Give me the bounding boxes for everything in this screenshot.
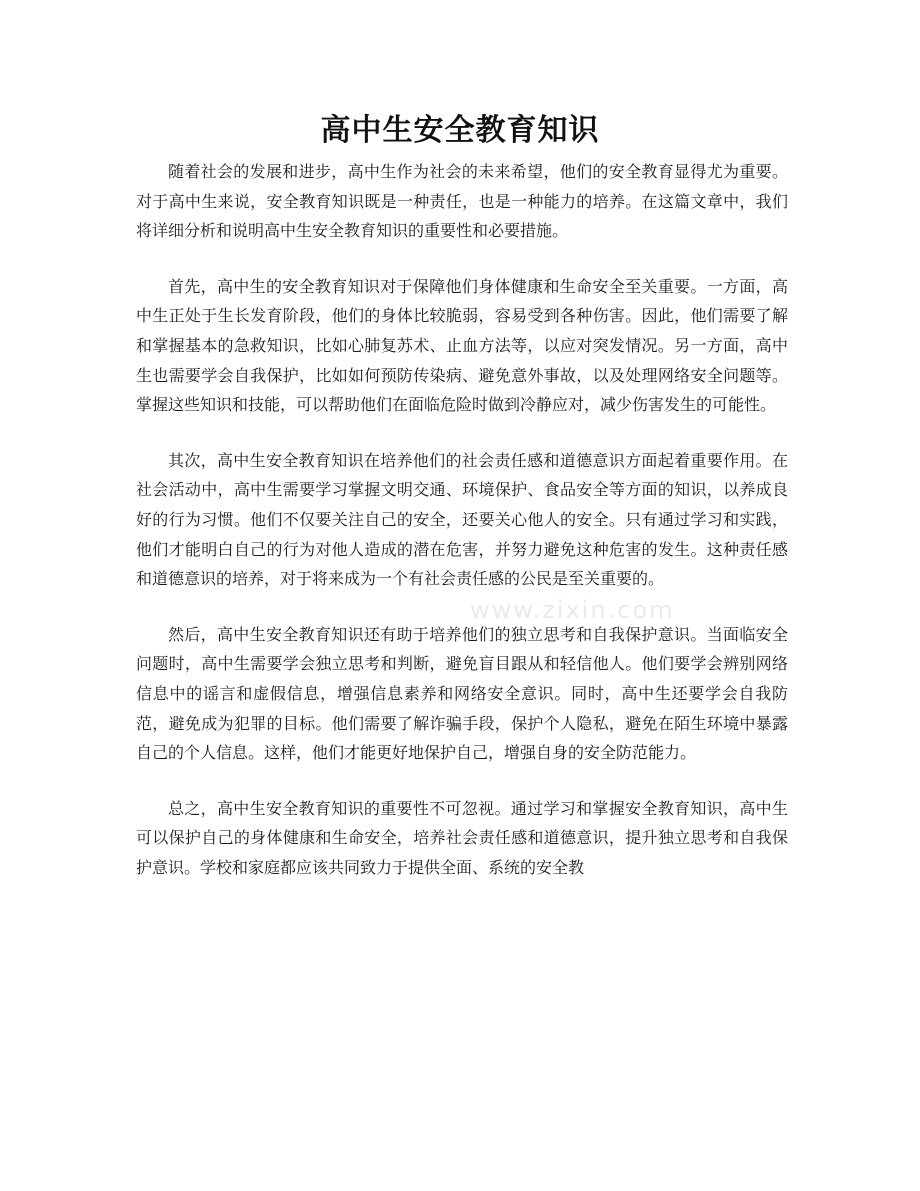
paragraph-4: 然后，高中生安全教育知识还有助于培养他们的独立思考和自我保护意识。当面临安全问题时，高中生需要学会独立思考和判断，避免盲目跟从和轻信他人。他们要学会辨别网络信息中的谣言和虚假信息，增强信息素养和网络安全意识。同时，高中生还要学会自我防范，避免成为犯罪的目标。他们需要了解诈骗手段，保护个人隐私，避免在陌生环境中暴露自己的个人信息。这样，他们才能更好地保护自己，增强自身的安全防范能力。: [136, 624, 788, 763]
document-title: 高中生安全教育知识: [320, 113, 600, 148]
paragraph-1: 随着社会的发展和进步，高中生作为社会的未来希望，他们的安全教育显得尤为重要。对于高中生来说，安全教育知识既是一种责任，也是一种能力的培养。在这篇文章中，我们将详细分析和说明高中生安全教育知识的重要性和必要措施。: [136, 162, 788, 241]
paragraph-2: 首先，高中生的安全教育知识对于保障他们身体健康和生命安全至关重要。一方面，高中生正处于生长发育阶段，他们的身体比较脆弱，容易受到各种伤害。因此，他们需要了解和掌握基本的急救知识，比如心肺复苏术、止血方法等，以应对突发情况。另一方面，高中生也需要学会自我保护，比如如何预防传染病、避免意外事故，以及处理网络安全问题等。掌握这些知识和技能，可以帮助他们在面临危险时做到冷静应对，减少伤害发生的可能性。: [136, 276, 788, 415]
paragraph-5: 总之，高中生安全教育知识的重要性不可忽视。通过学习和掌握安全教育知识，高中生可以保护自己的身体健康和生命安全，培养社会责任感和道德意识，提升独立思考和自我保护意识。学校和家庭都应该共同致力于提供全面、系统的安全教: [136, 798, 788, 877]
paragraph-3: 其次，高中生安全教育知识在培养他们的社会责任感和道德意识方面起着重要作用。在社会活动中，高中生需要学习掌握文明交通、环境保护、食品安全等方面的知识，以养成良好的行为习惯。他们不仅要关注自己的安全，还要关心他人的安全。只有通过学习和实践，他们才能明白自己的行为对他人造成的潜在危害，并努力避免这种危害的发生。这种责任感和道德意识的培养，对于将来成为一个有社会责任感的公民是至关重要的。: [136, 450, 788, 589]
document-body: [136, 157, 788, 908]
watermark: www.zixin.com: [470, 596, 675, 624]
